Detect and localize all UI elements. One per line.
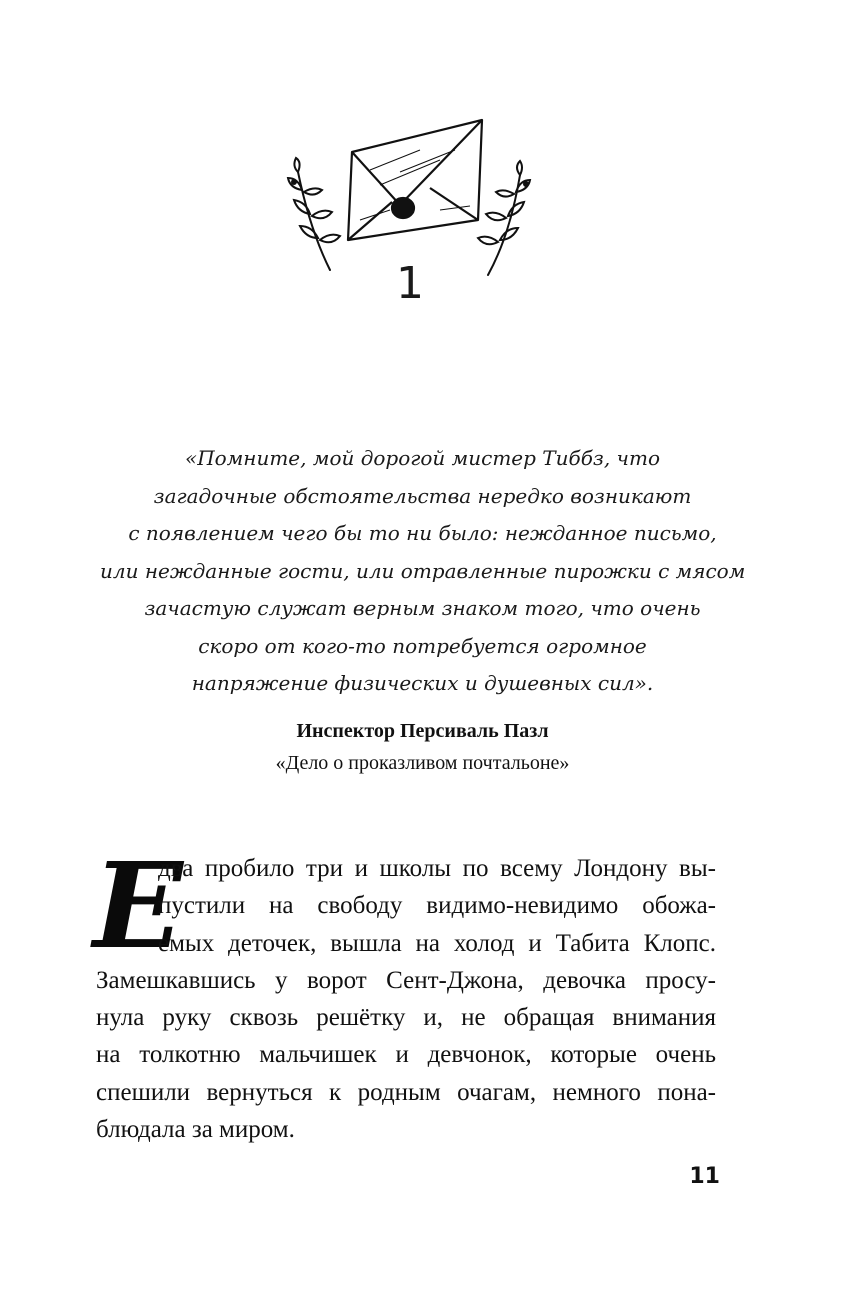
body-line: спешили вернуться к родным очагам, немного пона- <box>96 1078 716 1106</box>
body-line: два пробило три и школы по всему Лондону вы- <box>158 855 716 882</box>
epigraph-attribution <box>100 715 745 779</box>
body-paragraph <box>96 850 716 1148</box>
body-line: Замешкавшись у ворот Сент-Джона, девочка просу- <box>96 966 716 994</box>
left-laurel-icon <box>288 158 340 270</box>
epigraph <box>100 440 745 703</box>
epigraph-line: зачастую служат верным знаком того, что очень <box>144 596 701 620</box>
body-line: нула руку сквозь решётку и, не обращая внимания <box>96 1004 716 1032</box>
epigraph-line: напряжение физических и душевных сил». <box>191 671 654 695</box>
drop-cap: Е <box>93 836 183 975</box>
body-line: блюдала за миром. <box>96 1116 295 1144</box>
epigraph-line: загадочные обстоятельства нередко возникают <box>153 483 692 508</box>
epigraph-line: скоро от кого-то потребуется огромное <box>198 633 647 658</box>
body-line: на толкотню мальчишек и девчонок, которые очень <box>96 1041 716 1069</box>
epigraph-line: с появлением чего бы то ни было: нежданное письмо, <box>128 521 717 545</box>
page-number: 11 <box>689 1164 720 1189</box>
envelope-icon <box>348 120 482 240</box>
chapter-number: 1 <box>396 258 424 309</box>
epigraph-line: «Помните, мой дорогой мистер Тиббз, что <box>184 446 660 470</box>
right-laurel-icon <box>478 161 530 275</box>
epigraph-source: «Дело о проказливом почтальоне» <box>275 752 570 774</box>
epigraph-line: или нежданные гости, или отравленные пирожки с мясом <box>100 558 746 583</box>
body-line: емых деточек, вышла на холод и Табита Клопс. <box>158 929 716 957</box>
body-line: пустили на свободу видимо-невидимо обожа- <box>158 892 716 920</box>
epigraph-author: Инспектор Персиваль Пазл <box>296 720 549 742</box>
